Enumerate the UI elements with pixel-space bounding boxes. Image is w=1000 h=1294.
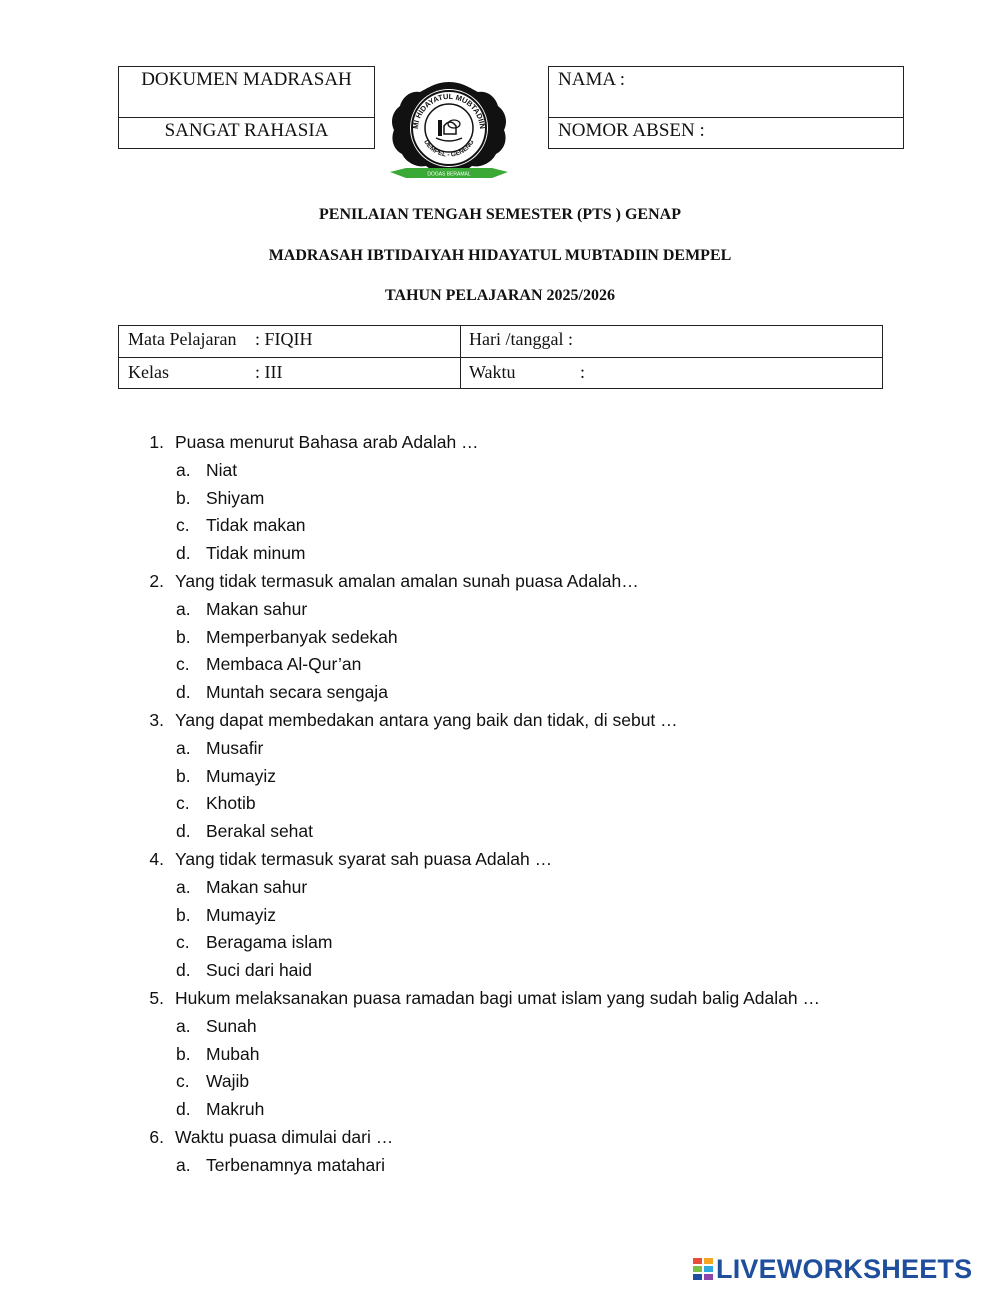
option-letter: a. [176, 598, 191, 619]
date-field-label[interactable]: Hari /tanggal : [469, 329, 573, 349]
option-text: Mumayiz [206, 904, 277, 925]
option-text: Mubah [206, 1043, 260, 1064]
option-letter: c. [176, 793, 190, 814]
option-letter: c. [176, 932, 190, 953]
option-letter: b. [176, 487, 191, 508]
question-text: Yang dapat membedakan antara yang baik dan tidak, di sebut … [175, 710, 678, 730]
attendance-number-field-label[interactable]: NOMOR ABSEN : [558, 120, 705, 141]
option-text: Sunah [206, 1015, 257, 1036]
svg-text:DEMPEL - GENENG: DEMPEL - GENENG [422, 138, 476, 159]
option-letter: b. [176, 765, 191, 786]
option-letter: b. [176, 904, 191, 925]
svg-text:MI HIDAYATUL MUBTADIIN: MI HIDAYATUL MUBTADIIN [410, 91, 488, 130]
confidential-label: SANGAT RAHASIA [164, 120, 329, 141]
option-letter: b. [176, 1043, 191, 1064]
question-number: 3. [149, 710, 164, 730]
document-classification-box [118, 66, 375, 149]
divider [549, 117, 903, 118]
liveworksheets-watermark [692, 1254, 972, 1284]
option-text: Makan sahur [206, 598, 308, 619]
option-text: Tidak minum [206, 543, 306, 564]
liveworksheets-logo-icon [692, 1257, 714, 1281]
option-letter: a. [176, 737, 191, 758]
option-text: Musafir [206, 737, 264, 758]
option-letter: d. [176, 821, 191, 842]
option-letter: c. [176, 654, 190, 675]
time-field-label[interactable]: Waktu [469, 362, 516, 382]
question-text: Hukum melaksanakan puasa ramadan bagi umat islam yang sudah balig Adalah … [175, 988, 820, 1008]
question-text: Yang tidak termasuk amalan amalan sunah puasa Adalah… [175, 571, 639, 591]
option-letter: c. [176, 515, 190, 536]
option-text: Suci dari haid [206, 960, 313, 981]
question-number: 1. [149, 432, 164, 452]
option-letter: b. [176, 626, 191, 647]
time-field-value[interactable]: : [580, 362, 586, 382]
option-text: Muntah secara sengaja [206, 682, 388, 703]
subject-value: : FIQIH [255, 329, 313, 349]
option-letter: a. [176, 459, 191, 480]
option-text: Membaca Al-Qur’an [206, 654, 362, 675]
option-text: Makruh [206, 1099, 265, 1120]
question-number: 5. [149, 988, 164, 1008]
option-text: Tidak makan [206, 515, 306, 536]
option-letter: a. [176, 1154, 191, 1175]
option-text: Shiyam [206, 487, 265, 508]
name-field-label[interactable]: NAMA : [558, 69, 626, 90]
exam-info-table [118, 325, 883, 389]
school-name: MADRASAH IBTIDAIYAH HIDAYATUL MUBTADIIN DEMPEL [268, 247, 732, 264]
option-text: Makan sahur [206, 876, 308, 897]
question-number: 6. [149, 1127, 164, 1147]
exam-title: PENILAIAN TENGAH SEMESTER (PTS ) GENAP [319, 206, 681, 223]
option-letter: d. [176, 543, 191, 564]
option-text: Memperbanyak sedekah [206, 626, 398, 647]
student-identity-box [548, 66, 904, 149]
option-letter: d. [176, 682, 191, 703]
option-text: Mumayiz [206, 765, 277, 786]
question-text: Yang tidak termasuk syarat sah puasa Adalah … [175, 849, 553, 869]
option-letter: a. [176, 1015, 191, 1036]
option-letter: d. [176, 960, 191, 981]
question-text: Waktu puasa dimulai dari … [175, 1127, 394, 1147]
option-text: Beragama islam [206, 932, 333, 953]
option-letter: c. [176, 1071, 190, 1092]
option-letter: a. [176, 876, 191, 897]
question-number: 4. [149, 849, 164, 869]
class-value: : III [255, 362, 283, 382]
option-text: Terbenamnya matahari [206, 1154, 385, 1175]
subject-label: Mata Pelajaran [128, 329, 237, 349]
document-label: DOKUMEN MADRASAH [141, 69, 352, 90]
option-text: Wajib [206, 1071, 250, 1092]
question-text: Puasa menurut Bahasa arab Adalah … [175, 432, 479, 452]
option-letter: d. [176, 1099, 191, 1120]
class-label: Kelas [128, 362, 169, 382]
option-text: Khotib [206, 793, 256, 814]
divider [119, 117, 374, 118]
option-text: Niat [206, 459, 238, 480]
academic-year: TAHUN PELAJARAN 2025/2026 [385, 287, 615, 304]
svg-text:DOGAS BERAMAL: DOGAS BERAMAL [427, 171, 471, 178]
question-number: 2. [149, 571, 164, 591]
option-text: Berakal sehat [206, 821, 314, 842]
school-logo [384, 78, 514, 186]
watermark-text: LIVEWORKSHEETS [716, 1253, 973, 1284]
